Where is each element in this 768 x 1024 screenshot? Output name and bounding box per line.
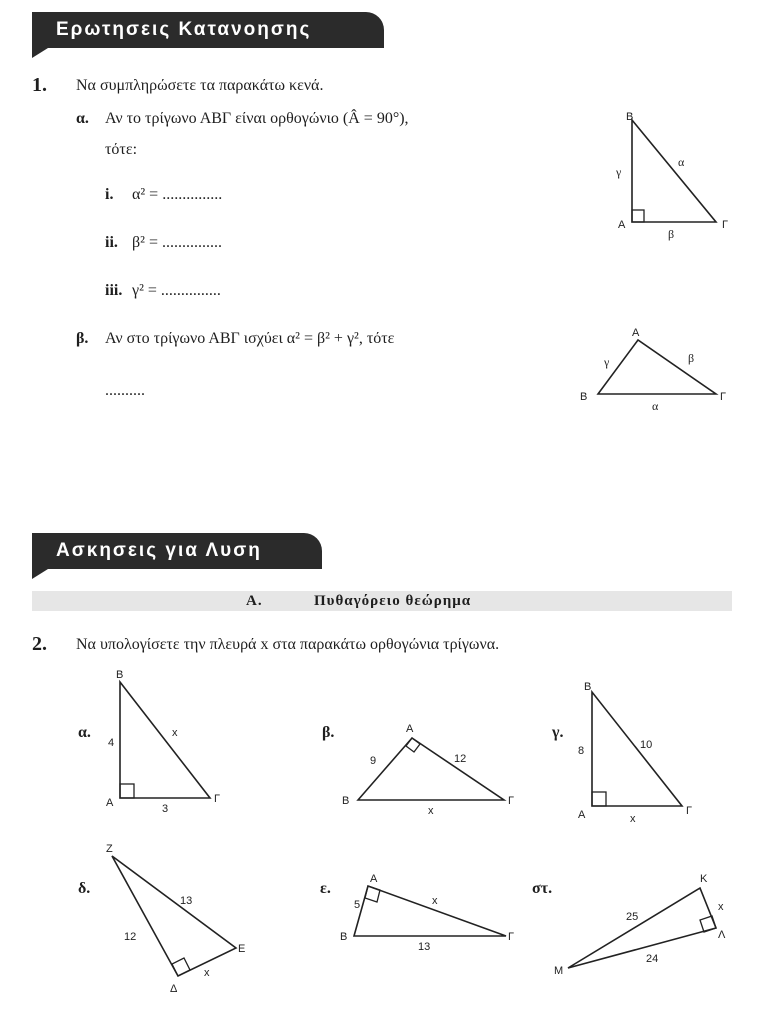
triangle-shape xyxy=(598,340,716,394)
side-label: 24 xyxy=(646,953,659,965)
vertex-label: Κ xyxy=(700,873,708,885)
triangle-figure xyxy=(570,322,740,418)
fill-blank-expression: β² = ............... xyxy=(132,234,222,251)
side-label: γ xyxy=(604,355,610,369)
vertex-label: Γ xyxy=(686,805,693,817)
vertex-label: Ζ xyxy=(106,843,113,855)
part-text: Αν το τρίγωνο ΑΒΓ είναι ορθογώνιο (Â = 90°), xyxy=(105,110,409,127)
side-label: 13 xyxy=(418,941,431,953)
triangle-figure-a xyxy=(100,666,230,820)
fill-blank-expression: γ² = ............... xyxy=(132,282,221,299)
triangle-figure-b xyxy=(340,718,530,818)
side-label: β xyxy=(668,227,675,241)
part-text-then: τότε: xyxy=(105,141,138,158)
fill-blank-expression: α² = ............... xyxy=(132,186,223,203)
side-label: x xyxy=(204,967,210,979)
figure-label: ε. xyxy=(320,880,331,897)
vertex-label: Α xyxy=(370,873,378,885)
side-label: 12 xyxy=(454,753,467,765)
side-label: x xyxy=(172,727,178,739)
side-label: 4 xyxy=(108,737,115,749)
right-triangle-figure xyxy=(610,108,750,248)
fill-blank-dots: .......... xyxy=(105,382,145,399)
triangle-figure-st xyxy=(550,866,740,986)
section-banner-comprehension: Ερωτησεις Κατανοησης xyxy=(32,12,384,48)
figure-label: β. xyxy=(322,724,335,741)
side-label: x xyxy=(428,805,434,817)
vertex-label: Β xyxy=(340,931,348,943)
vertex-label: Β xyxy=(580,391,588,403)
figure-label: γ. xyxy=(552,724,564,741)
part-label: β. xyxy=(76,330,89,347)
subsection-title: Πυθαγόρειο θεώρημα xyxy=(314,593,472,609)
side-label: x xyxy=(432,895,438,907)
subsection-letter: Α. xyxy=(246,593,263,609)
section-banner-exercises: Ασκησεις για Λυση xyxy=(32,533,322,569)
side-label: 10 xyxy=(640,739,653,751)
figure-label: α. xyxy=(78,724,91,741)
vertex-label: Α xyxy=(578,809,586,821)
item-label: iii. xyxy=(105,282,123,299)
vertex-label: Δ xyxy=(170,983,178,995)
vertex-label: Β xyxy=(116,669,124,681)
triangle-figure-d xyxy=(98,840,258,1000)
side-label: γ xyxy=(616,165,622,179)
item-label: ii. xyxy=(105,234,118,251)
vertex-label: Α xyxy=(106,797,114,809)
right-angle-mark xyxy=(632,210,644,222)
vertex-label: Λ xyxy=(718,929,726,941)
vertex-label: Α xyxy=(618,219,626,231)
question-number: 1. xyxy=(32,74,47,96)
side-label: 12 xyxy=(124,931,137,943)
vertex-label: Β xyxy=(584,681,592,693)
vertex-label: Γ xyxy=(508,931,515,943)
side-label: 5 xyxy=(354,899,361,911)
triangle-figure-e xyxy=(338,868,528,958)
figure-label: δ. xyxy=(78,880,91,897)
part-text: Αν στο τρίγωνο ΑΒΓ ισχύει α² = β² + γ², τότε xyxy=(105,330,395,347)
vertex-label: Γ xyxy=(214,793,221,805)
vertex-label: Α xyxy=(632,327,640,339)
triangle-figure-g xyxy=(572,678,702,828)
triangle-shape xyxy=(632,120,716,222)
side-label: β xyxy=(688,351,695,365)
vertex-label: Γ xyxy=(722,219,729,231)
part-label: α. xyxy=(76,110,89,127)
vertex-label: Γ xyxy=(720,391,727,403)
vertex-label: Α xyxy=(406,723,414,735)
vertex-label: Β xyxy=(626,111,634,123)
side-label: α xyxy=(652,399,659,413)
question-prompt: Να υπολογίσετε την πλευρά x στα παρακάτω ορθογώνια τρίγωνα. xyxy=(76,636,500,653)
side-label: 13 xyxy=(180,895,193,907)
side-label: 25 xyxy=(626,911,639,923)
item-label: i. xyxy=(105,186,114,203)
side-label: 9 xyxy=(370,755,377,767)
side-label: 8 xyxy=(578,745,585,757)
vertex-label: Β xyxy=(342,795,350,807)
side-label: 3 xyxy=(162,803,169,815)
vertex-label: Μ xyxy=(554,965,564,977)
vertex-label: Γ xyxy=(508,795,515,807)
question-prompt: Να συμπληρώσετε τα παρακάτω κενά. xyxy=(76,77,324,94)
vertex-label: Ε xyxy=(238,943,246,955)
side-label: α xyxy=(678,155,685,169)
side-label: x xyxy=(718,901,724,913)
figure-label: στ. xyxy=(532,880,553,897)
question-number: 2. xyxy=(32,633,47,655)
side-label: x xyxy=(630,813,636,825)
